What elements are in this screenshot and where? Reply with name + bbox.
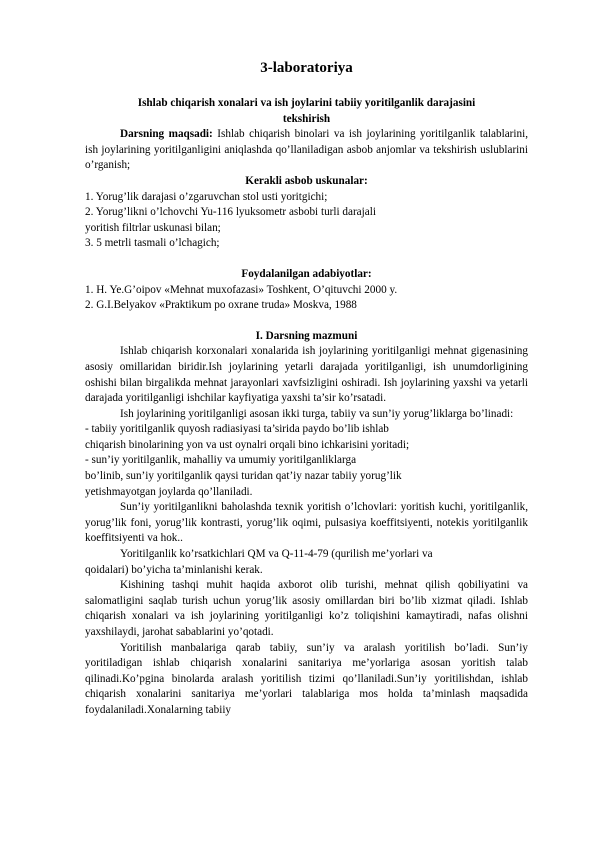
light-types-line: - sun’iy yoritilganlik, mahalliy va umumiy yoritilganliklarga	[85, 454, 357, 467]
tools-item: 3. 5 metrli tasmali o’lchagich;	[85, 237, 220, 250]
subtitle-line-2: tekshirish	[282, 112, 331, 125]
spacer	[85, 314, 528, 329]
tools-item: 2. Yorug’likni o’lchovchi Yu-116 lyuksometr asbobi turli darajali	[85, 206, 376, 219]
paragraph-5: Kishining tashqi muhit haqida axborot olib turishi, mehnat qilish qobiliyatini va salomatligini saqlab turish uchun yorug’lik asosiy omillardan biri bo’lib xizmat qiladi. Ishlab chiqarish xonalari va ish joylarining yoritilganligi ko’z toliqishini kamaytiradi, nafas olishni yaxshilaydi, jarohat sabablarini yo’qotadi.	[85, 579, 528, 638]
paragraph-2: Ish joylarining yoritilganligi asosan ikki turga, tabiiy va sun’iy yorug’liklarga bo’linadi:	[120, 407, 514, 420]
light-types-line: yetishmayotgan joylarda qo’llaniladi.	[85, 485, 253, 498]
tools-item: 1. Yorug’lik darajasi o’zgaruvchan stol usti yoritgichi;	[85, 190, 328, 203]
paragraph-3: Sun’iy yoritilganlikni baholashda texnik yoritish o’lchovlari: yoritish kuchi, yoritilganlik, yorug’lik foni, yorug’lik kontrasti, yorug’lik oqimi, pulsasiya koeffitsiyenti, notekis yoritilganlik koeffitsiyenti va hok..	[85, 501, 528, 545]
content-heading: I. Darsning mazmuni	[255, 329, 358, 342]
tools-list	[85, 190, 528, 252]
goal-text: Ishlab chiqarish binolari va ish joylarining yoritilganlik talablarini, ish joylarining yoritilganligini aniqlashda qo’llaniladigan asbob anjomlar va tekshirish uslublarini o’rganish;	[85, 128, 529, 172]
light-types-line: chiqarish binolarining yon va ust oynalri orqali bino ichkarisini yoritadi;	[85, 438, 410, 451]
reference-item: 1. H. Ye.G’oipov «Mehnat muxofazasi» Toshkent, O’qituvchi 2000 y.	[85, 283, 398, 296]
document-title: 3-laboratoriya	[260, 60, 353, 76]
paragraph-6: Yoritilish manbalariga qarab tabiiy, sun’iy va aralash yoritilish bo’ladi. Sun’iy yoritiladigan ishlab chiqarish xonalarini sanitariya me’yorlariga asosan yoritish talab qilinadi.Ko’pgina binolarda aralash yoritilish tizimi qo’llaniladi.Sun’iy yoritilishdan, ishlab chiqarish xonalarini sanitariya me’yorlari talablariga mos holda ta’minlash maqsadida foydalaniladi.Xonalarning tabiiy	[85, 641, 528, 716]
goal-paragraph	[85, 127, 528, 174]
paragraph-4-line-1: Yoritilganlik ko’rsatkichlari QM va Q-11-4-79 (qurilish me’yorlari va	[120, 548, 433, 561]
reference-item: 2. G.I.Belyakov «Praktikum po oxrane truda» Moskva, 1988	[85, 299, 357, 312]
light-types-list	[85, 422, 528, 500]
document-page	[85, 58, 528, 719]
paragraph-4-line-2: qoidalari) bo’yicha ta’minlanishi kerak.	[85, 563, 263, 576]
references-heading: Foydalanilgan adabiyotlar:	[241, 267, 372, 280]
tools-item: yoritish filtrlar uskunasi bilan;	[85, 221, 221, 234]
subtitle-line-1: Ishlab chiqarish xonalari va ish joylarini tabiiy yoritilganlik darajasini	[137, 97, 476, 109]
light-types-line: bo’linib, sun’iy yoritilganlik qaysi turidan qat’iy nazar tabiiy yorug’lik	[85, 470, 402, 483]
spacer	[85, 252, 528, 267]
light-types-line: - tabiiy yoritilganlik quyosh radiasiyasi ta’sirida paydo bo’lib ishlab	[85, 423, 389, 436]
paragraph-1: Ishlab chiqarish korxonalari xonalarida ish joylarining yoritilganligi mehnat gigenasining asosiy omillaridan biridir.Ish joylarining yetarli darajada yoritilganligi, ish unumdorligining oshishi bilan birgalikda mehnat jarayonlari xavfsizligini oshiradi. Ish joylarining yaxshi va yetarli darajada yoritilganligi ishchilar kayfiyatiga yaxshi ta’sir ko’rsatadi.	[85, 345, 528, 405]
goal-label: Darsning maqsadi:	[120, 128, 213, 141]
tools-heading: Kerakli asbob uskunalar:	[245, 174, 368, 187]
document-subtitle	[85, 96, 528, 127]
references-list	[85, 283, 528, 314]
